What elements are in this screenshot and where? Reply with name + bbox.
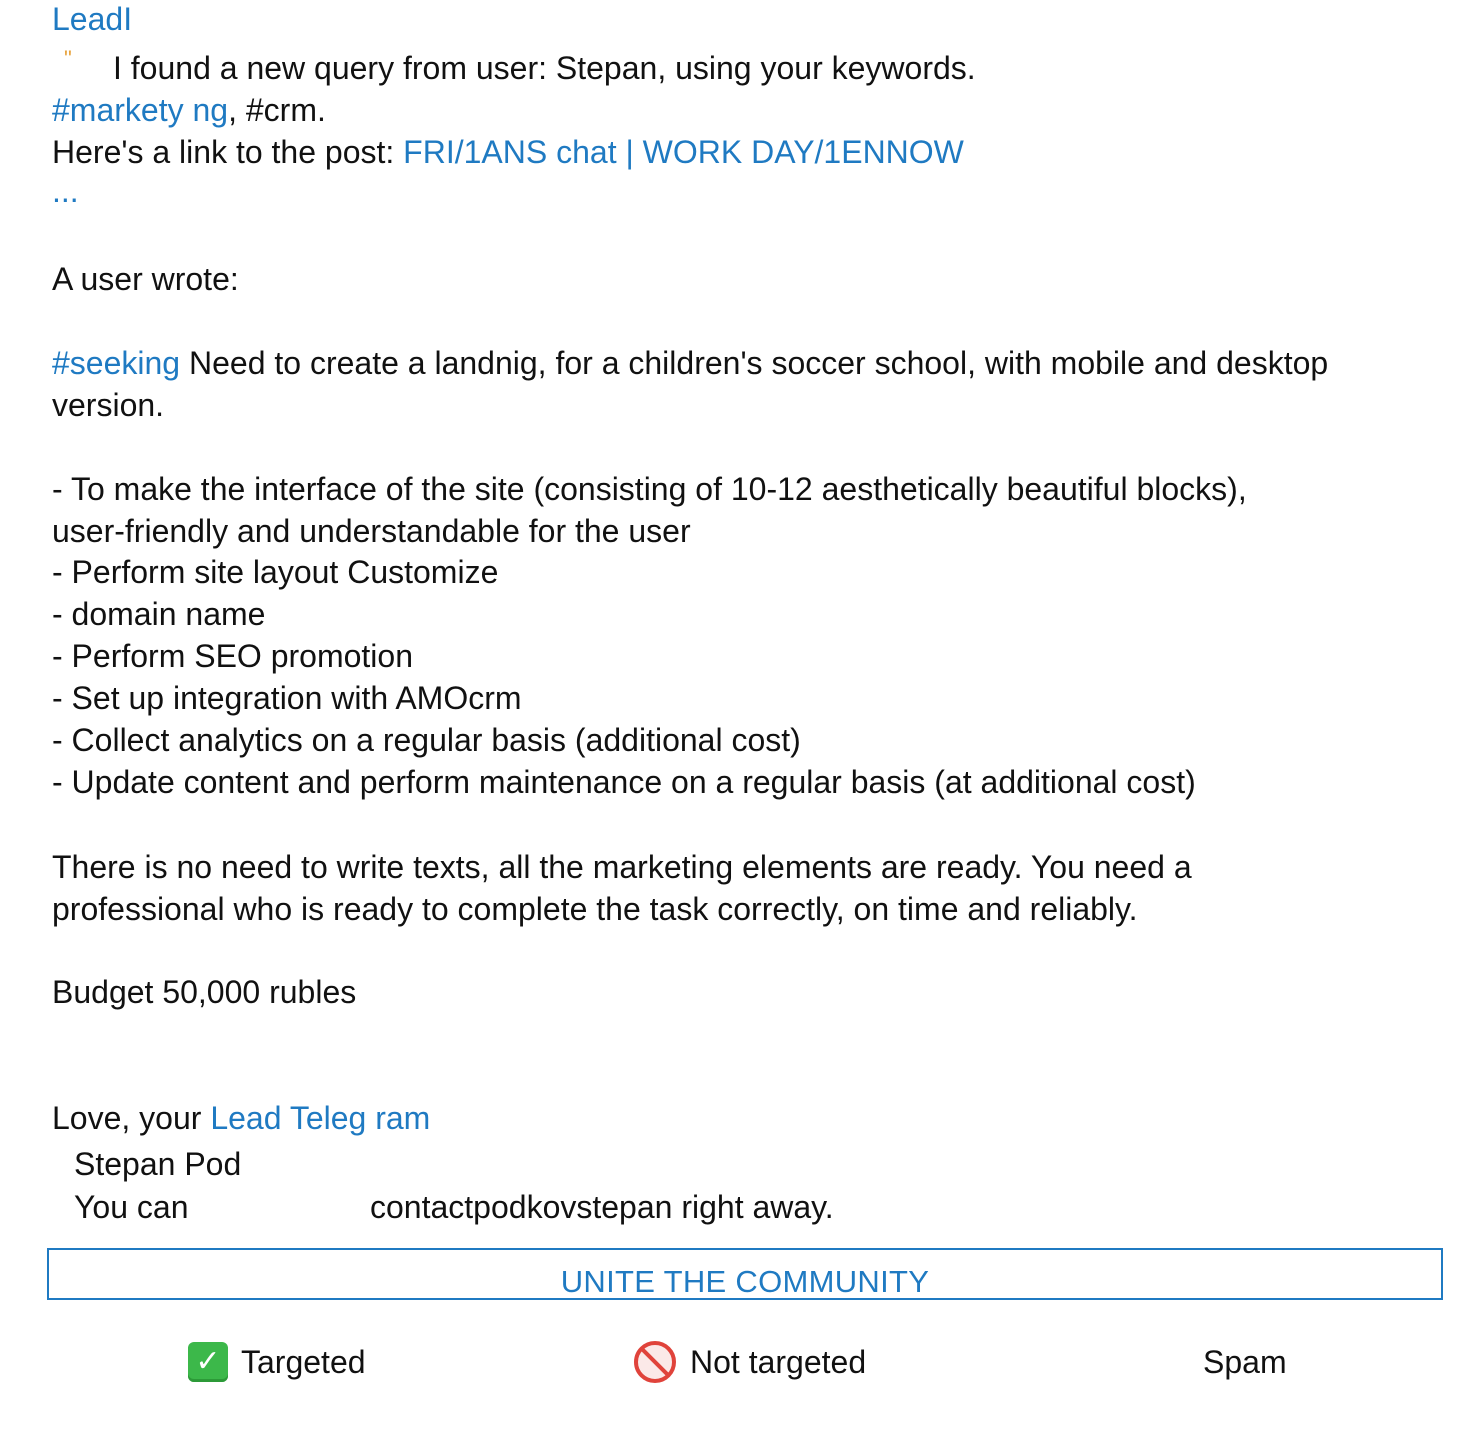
prohibited-icon: [634, 1341, 676, 1383]
not-targeted-button[interactable]: [634, 1340, 866, 1384]
spam-label: Spam: [1203, 1343, 1287, 1380]
keyword-tags: [52, 91, 326, 129]
signoff-prefix: Love, your: [52, 1100, 211, 1136]
post-link-line: [52, 133, 964, 171]
signoff-line: [52, 1099, 430, 1137]
contact-handle-text: contactpodkovstepan right away.: [370, 1189, 834, 1225]
list-item: - To make the interface of the site (consisting of 10-12 aesthetically beautiful blocks),: [52, 471, 1247, 507]
paragraph-line: professional who is ready to complete the task correctly, on time and reliably.: [52, 891, 1138, 927]
unite-community-button[interactable]: UNITE THE COMMUNITY: [47, 1248, 1443, 1300]
spam-button[interactable]: [1203, 1340, 1287, 1384]
contact-you-can: You can: [74, 1189, 189, 1225]
not-targeted-label: Not targeted: [690, 1343, 867, 1380]
targeted-label: Targeted: [241, 1343, 366, 1380]
list-item: - Perform site layout Customize: [52, 554, 499, 590]
budget-text: Budget 50,000 rubles: [52, 974, 357, 1010]
tag-marketing-link[interactable]: #markety ng: [52, 92, 229, 128]
post-first-line: [52, 344, 1328, 382]
post-second-line: version.: [52, 387, 165, 423]
list-item: user-friendly and understandable for the user: [52, 513, 691, 549]
tag-separator: ,: [228, 92, 246, 128]
intro-text: I found a new query from user: Stepan, using your keywords.: [113, 50, 976, 86]
hashtag-seeking-link[interactable]: #seeking: [52, 345, 181, 381]
quote-icon: ": [64, 46, 72, 71]
list-item: - Set up integration with AMOcrm: [52, 680, 522, 716]
contact-name: Stepan Pod: [74, 1146, 242, 1182]
targeted-button[interactable]: [188, 1340, 366, 1384]
list-item: - Collect analytics on a regular basis (additional cost): [52, 722, 801, 758]
post-first-line-text: Need to create a landnig, for a children's soccer school, with mobile and desktop: [180, 345, 1329, 381]
tag-crm: #crm.: [245, 92, 326, 128]
check-mark-icon: ✓: [188, 1342, 228, 1382]
paragraph-line: There is no need to write texts, all the marketing elements are ready. You need a: [52, 849, 1192, 885]
post-link-prefix: Here's a link to the post:: [52, 134, 404, 170]
list-item: - Perform SEO promotion: [52, 638, 413, 674]
list-item: - Update content and perform maintenance on a regular basis (at additional cost): [52, 764, 1196, 800]
post-link[interactable]: FRI/1ANS chat | WORK DAY/1ENNOW: [403, 134, 964, 170]
more-ellipsis-link[interactable]: ...: [52, 173, 79, 209]
user-wrote-label: A user wrote:: [52, 261, 239, 297]
sender-name[interactable]: LeadI: [52, 1, 133, 37]
list-item: - domain name: [52, 596, 266, 632]
lead-telegram-link[interactable]: Lead Teleg ram: [210, 1100, 431, 1136]
